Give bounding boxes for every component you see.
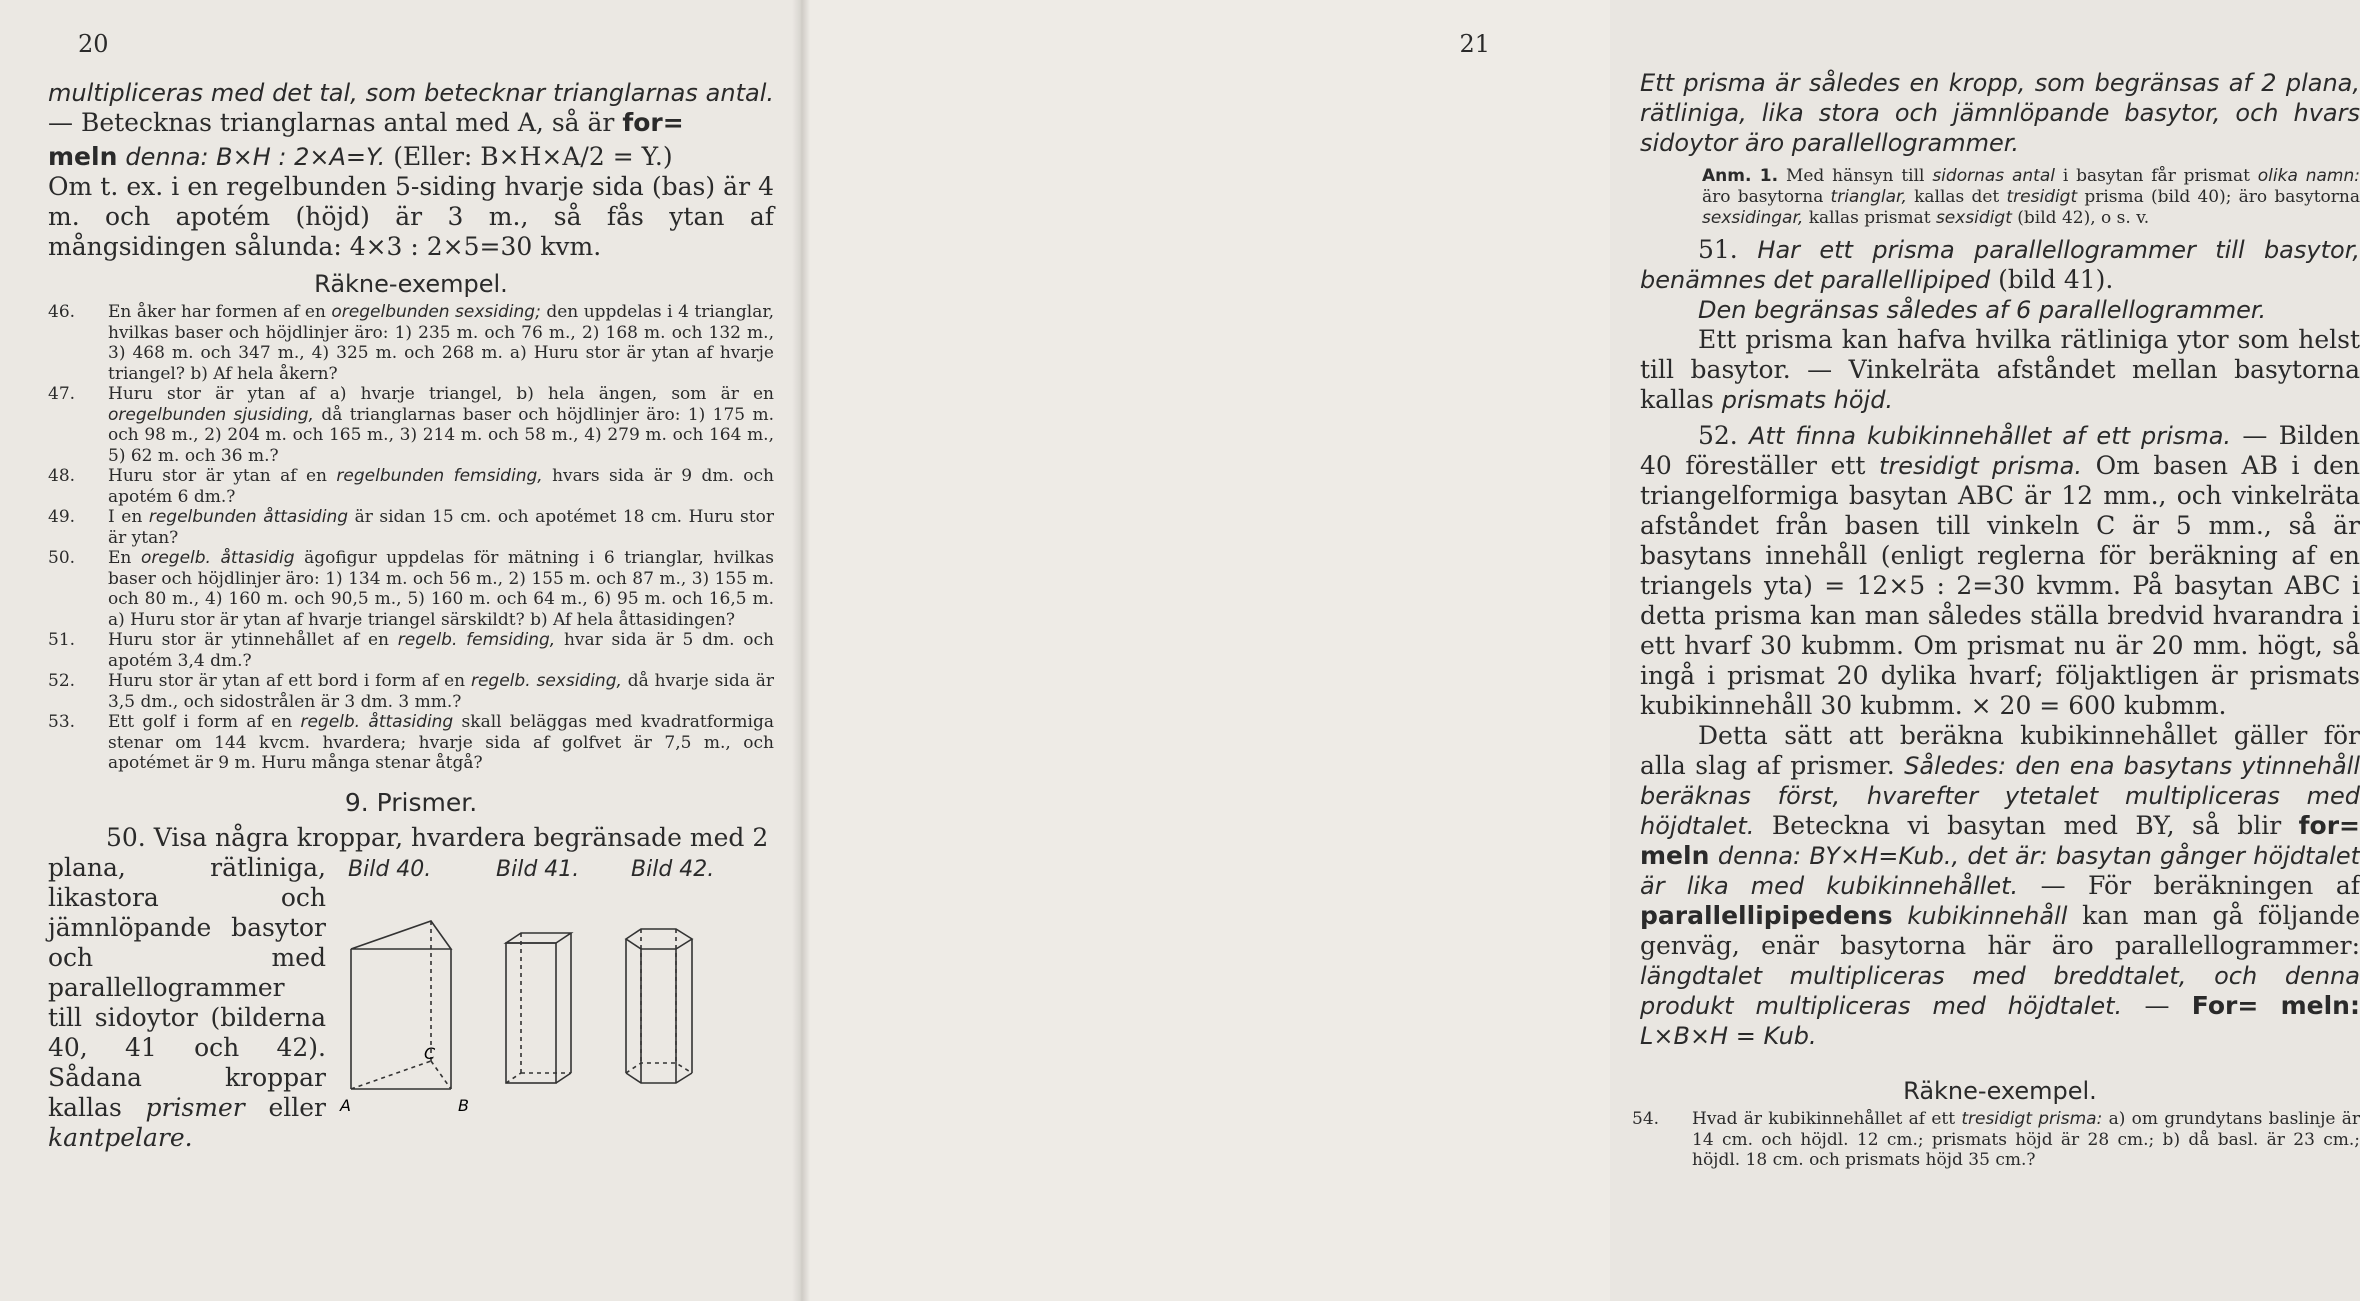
exercise-text: Huru stor är ytan af a) hvarje triangel, b) hela ängen, som är en oregelbunden sjusiding, då trianglarnas baser och höjdlinjer äro: 1) 175 m. och 98 m., 2) 204 m. och 165 m., 3) 214 m. och 58 m., 4) 279 m. och 164 m., 5) 62 m. och 36 m.? (108, 384, 774, 466)
prism-figure-row (48, 853, 774, 1153)
left-page (0, 0, 800, 1301)
label-b: B (458, 1095, 469, 1115)
exercise-text: En åker har formen af en oregelbunden sexsiding; den uppdelas i 4 trianglar, hvilkas baser och höjdlinjer äro: 1) 235 m. och 76 m., 2) 168 m. och 132 m., 3) 468 m. och 347 m., 4) 325 m. och 268 m. a) Huru stor är ytan af hvarje triangel? b) Af hela åkern? (108, 302, 774, 384)
hexagonal-prism-figure (626, 929, 692, 1083)
exercise-text: I en regelbunden åttasiding är sidan 15 cm. och apotémet 18 cm. Huru stor är ytan? (108, 507, 774, 548)
page-number-left: 20 (78, 30, 109, 58)
exercise-text: Huru stor är ytinnehållet af en regelb. femsiding, hvar sida är 5 dm. och apotém 3,4 dm.? (108, 630, 774, 671)
figure-area (326, 853, 774, 1133)
exercise-text: Ett golf i form af en regelb. åttasiding skall beläggas med kvadratformiga stenar om 144 kvcm. hvardera; hvarje sida af golfvet är 7,5 m., och apotémet är 9 m. Huru många stenar åtgå? (108, 712, 774, 773)
right-column (1632, 68, 2360, 1171)
left-exercise-item (48, 507, 774, 548)
exercise-text: Huru stor är ytan af en regelbunden femsiding, hvars sida är 9 dm. och apotém 6 dm.? (108, 466, 774, 507)
left-exercise-item (48, 384, 774, 466)
paragraph-52-rule: Detta sätt att beräkna kubikinnehållet gäller för alla slag af prismer. Således: den ena basytans ytinnehåll beräknas först, hvarefter ytetalet multipliceras med höjdtalet. Beteckna vi basytan med BY, så blir for= meln denna: BY×H=Kub., det är: basytan gånger höjdtalet är lika med kubikinnehållet. — För beräkningen af parallellipipedens kubikinnehåll kan man gå följande genväg, enär basytorna här äro parallellogrammer: längdtalet multipliceras med breddtalet, och denna produkt multipliceras med höjdtalet. — For= meln: L×B×H = Kub. (1640, 721, 2360, 1050)
paragraph-51: 51. Har ett prisma parallellogrammer till basytor, benämnes det parallellipiped (bild 41). (1640, 235, 2360, 294)
formula-line: meln denna: B×H : 2×A=Y. (Eller: B×H×A/2 = Y.) (48, 142, 673, 171)
left-exercise-item (48, 712, 774, 774)
caption-bild-40: Bild 40. (348, 856, 432, 882)
left-exercise-item (48, 671, 774, 712)
parallelepiped-figure (506, 933, 571, 1083)
prism-intro-first-line: 50. Visa några kroppar, hvardera begränsade med 2 (106, 822, 769, 852)
exercise-number: 50. (48, 548, 76, 568)
paragraph-51c: Ett prisma kan hafva hvilka rätliniga ytor som helst till basytor. — Vinkelräta afståndet mellan basytorna kallas prismats höjd. (1640, 325, 2360, 414)
paragraph-51b: Den begränsas således af 6 parallellogrammer. (1698, 296, 2267, 324)
right-page (800, 0, 2360, 1301)
prism-figures (336, 893, 756, 1123)
exercise-number: 46. (48, 302, 76, 322)
section-heading-exercises: Räkne-exempel. (314, 270, 508, 298)
exercise-text: Huru stor är ytan af ett bord i form af en regelb. sexsiding, då hvarje sida är 3,5 dm., och sidostrålen är 3 dm. 3 mm.? (108, 671, 774, 712)
left-column (48, 78, 774, 1153)
exercise-number: 49. (48, 507, 76, 527)
anm-note: Anm. 1. Med hänsyn till sidornas antal i basytan får prismat olika namn: äro basytorna trianglar, kallas det tresidigt prisma (bild 40); äro basytorna sexsidingar, kallas prismat sexsidigt (bild 42), o s. v. (1702, 166, 2360, 228)
exercise-text: Hvad är kubikinnehållet af ett tresidigt prisma: a) om grundytans baslinje är 14 cm. och höjdl. 12 cm.; prismats höjd är 28 cm.; b) då basl. är 23 cm.; höjdl. 18 cm. och prismats höjd 35 cm.? (1692, 1109, 2360, 1170)
caption-bild-42: Bild 42. (631, 856, 715, 882)
section-heading-exercises-right: Räkne-exempel. (1903, 1077, 2097, 1105)
left-exercise-item (48, 630, 774, 671)
page-number-right: 21 (1459, 30, 1490, 58)
exercise-number: 54. (1632, 1109, 1660, 1129)
formula-paragraph: multipliceras med det tal, som betecknar trianglarnas antal. — Betecknas trianglarnas antal med A, så är for= (48, 79, 774, 137)
paragraph-52: 52. Att finna kubikinnehållet af ett prisma. — Bilden 40 föreställer ett tresidigt prisma. Om basen AB i den triangelformiga basytan ABC är 12 mm., och vinkelräta afståndet från basen till vinkeln C är 5 mm., så är basytans innehåll (enligt reglerna för beräkning af en triangels yta) = 12×5 : 2=30 kvmm. På basytan ABC i detta prisma kan man således ställa bredvid hvarandra i ett hvarf 30 kubmm. Om prismat nu är 20 mm. högt, så ingå i prismat 20 dylika hvarf; följaktligen är prismats kubikinnehåll 30 kubmm. × 20 = 600 kubmm. (1640, 421, 2360, 720)
left-exercise-item (48, 548, 774, 630)
exercise-list-right (1632, 1109, 2360, 1171)
left-exercise-item (48, 466, 774, 507)
label-c: C (424, 1043, 436, 1063)
label-a: A (340, 1095, 351, 1115)
triangular-prism-figure (351, 921, 451, 1089)
example-paragraph: Om t. ex. i en regelbunden 5-siding hvarje sida (bas) är 4 m. och apotém (höjd) är 3 m., så fås ytan af mångsidingen sålunda: 4×3 : 2×5=30 kvm. (48, 172, 774, 261)
exercise-list-left (48, 302, 774, 774)
exercise-number: 51. (48, 630, 76, 650)
exercise-text: En oregelb. åttasidig ägofigur uppdelas för mätning i 6 trianglar, hvilkas baser och höjdlinjer äro: 1) 134 m. och 56 m., 2) 155 m. och 87 m., 3) 155 m. och 80 m., 4) 160 m. och 90,5 m., 5) 160 m. och 64 m., 6) 95 m. och 16,5 m. a) Huru stor är ytan af hvarje triangel särskildt? b) Af hela åttasidingen? (108, 548, 774, 630)
prism-definition: Ett prisma är således en kropp, som begränsas af 2 plana, rätliniga, lika stora och jämnlöpande basytor, och hvars sidoytor äro parallellogrammer. (1640, 69, 2360, 157)
left-exercise-item (48, 302, 774, 384)
exercise-number: 47. (48, 384, 76, 404)
caption-bild-41: Bild 41. (496, 856, 580, 882)
exercise-number: 48. (48, 466, 76, 486)
prism-intro-paragraph: plana, rätliniga, likastora och jämnlöpande basytor och med parallellogrammer till sidoytor (bilderna 40, 41 och 42). Sådana kroppar kallas prismer eller kantpelare. (48, 852, 326, 1152)
exercise-number: 52. (48, 671, 76, 691)
exercise-number: 53. (48, 712, 76, 732)
right-exercise-item (1632, 1109, 2360, 1171)
book-gutter (792, 0, 810, 1301)
chapter-heading-prismer: 9. Prismer. (344, 787, 478, 817)
